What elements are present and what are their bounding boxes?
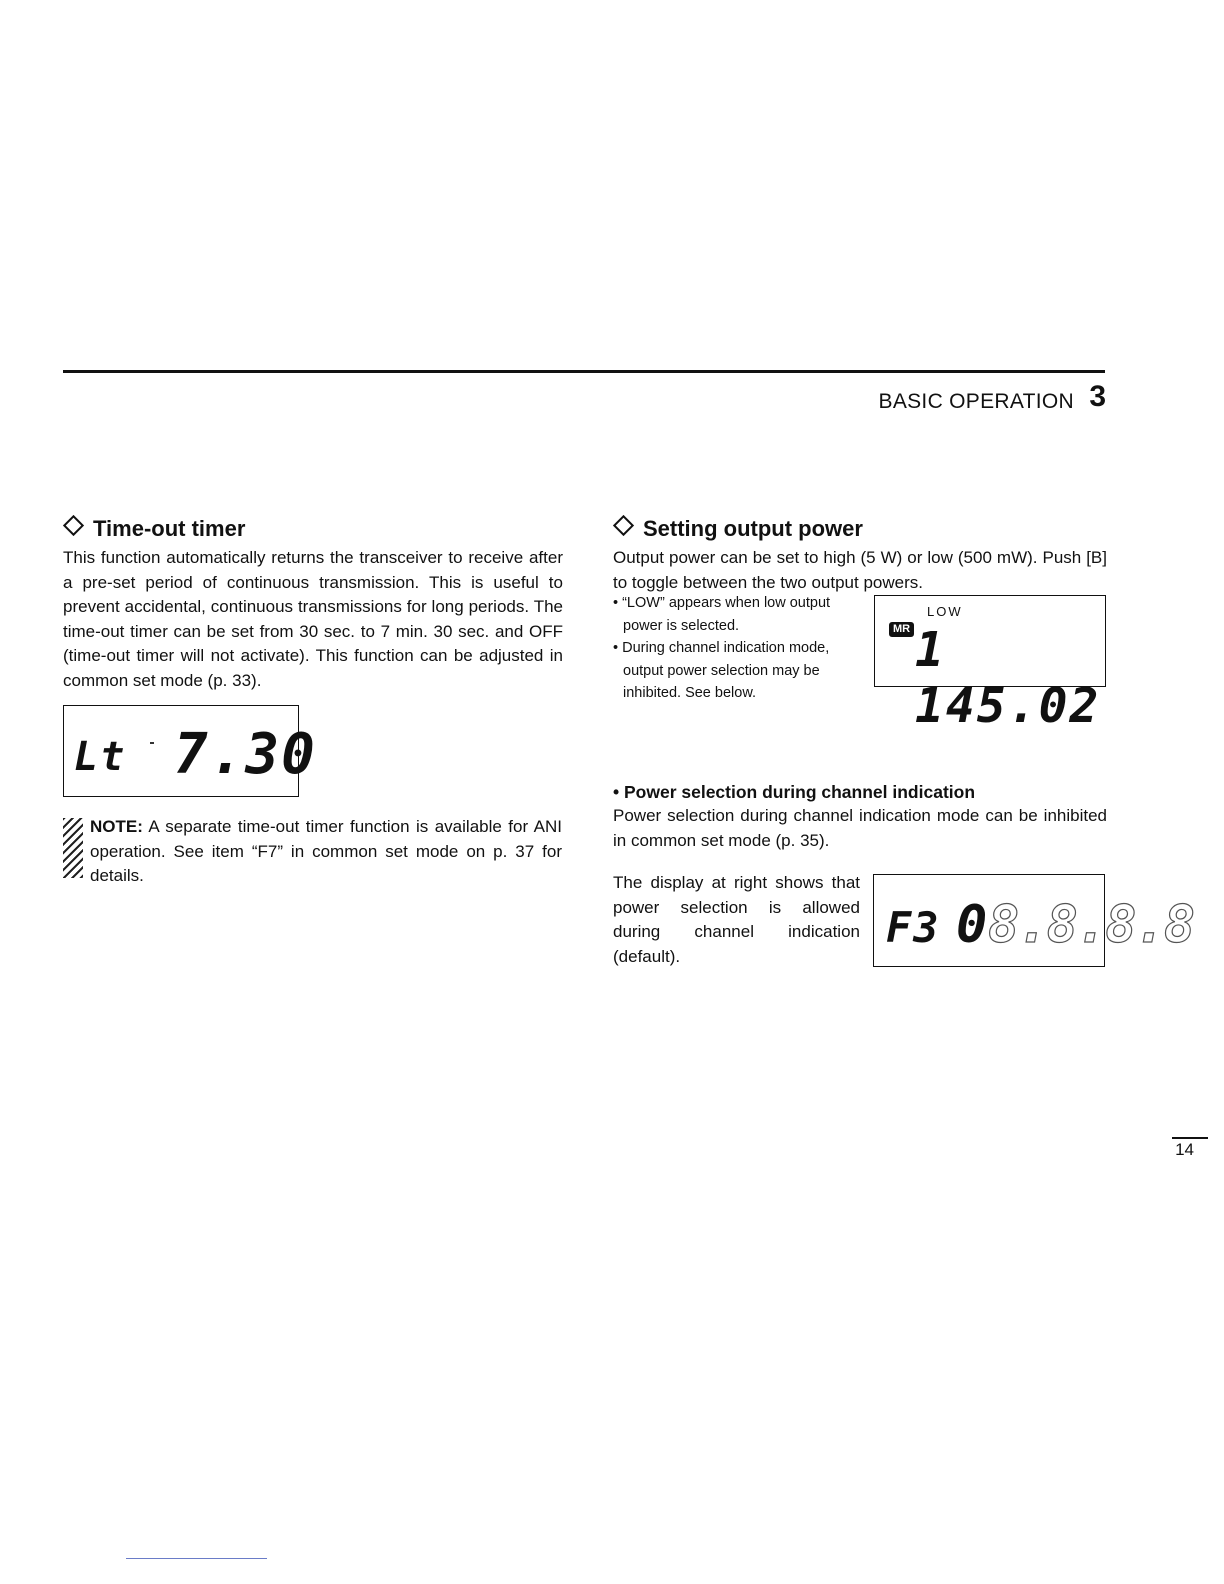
right-column <box>613 516 1107 595</box>
note-block <box>90 815 562 889</box>
section-title: BASIC OPERATION <box>878 390 1074 413</box>
page-number: 14 <box>1175 1140 1194 1159</box>
diamond-icon <box>613 515 634 536</box>
low-indicator: LOW <box>927 604 963 619</box>
bullet-list <box>613 592 861 705</box>
page-number-rule <box>1172 1137 1208 1139</box>
note-text: A separate time-out timer function is available for ANI operation. See item “F7” in common set mode on p. 37 for details. <box>90 817 562 885</box>
heading-text: Setting output power <box>643 516 863 541</box>
note-label: NOTE: <box>90 817 143 836</box>
lcd-ghost-segments: 8.8.8.8 <box>988 895 1194 955</box>
time-out-timer-heading <box>63 516 563 542</box>
lcd-value: 0 <box>956 895 990 955</box>
time-out-timer-body: This function automatically returns the transceiver to receive after a pre-set period of continuous transmission. This is useful to prevent accidental, continuous transmissions for long periods. The time-out timer can be set from 30 sec. to 7 min. 30 sec. and OFF (time-out timer will not activate). This function can be adjusted in common set mode (p. 33). <box>63 548 563 690</box>
power-selection-body: Power selection during channel indication mode can be inhibited in common set mode (p. 35). <box>613 806 1107 850</box>
lcd-display-channel <box>873 874 1194 967</box>
power-selection-section <box>613 780 1107 853</box>
lcd-display-power <box>874 595 1106 734</box>
bullet-channel: • During channel indication mode, output power selection may be inhibited. See below. <box>613 640 830 701</box>
lcd-code: Lt <box>74 734 127 780</box>
lcd-code: F3 <box>886 903 941 952</box>
power-selection-heading: • Power selection during channel indication <box>613 782 976 802</box>
lcd-value: 7.30 <box>174 722 317 787</box>
output-power-body: Output power can be set to high (5 W) or low (500 mW). Push [B] to toggle between the two output powers. <box>613 548 1107 592</box>
heading-text: Time-out timer <box>93 516 246 541</box>
bottom-mark <box>126 1558 267 1559</box>
left-column <box>63 516 563 693</box>
mr-badge-icon: MR <box>889 622 914 637</box>
lcd-frequency: 1 145.02 <box>915 622 1101 734</box>
output-power-heading <box>613 516 1107 542</box>
lcd-dot <box>150 742 154 744</box>
diamond-icon <box>63 515 84 536</box>
chapter-number: 3 <box>1089 380 1106 413</box>
display-description: The display at right shows that power selection is allowed during channel indication (default). <box>613 873 860 966</box>
lcd-display-timer <box>63 705 317 797</box>
note-hatch-icon <box>63 818 83 878</box>
bullet-low: • “LOW” appears when low output power is selected. <box>613 595 831 634</box>
header-rule <box>63 370 1105 373</box>
